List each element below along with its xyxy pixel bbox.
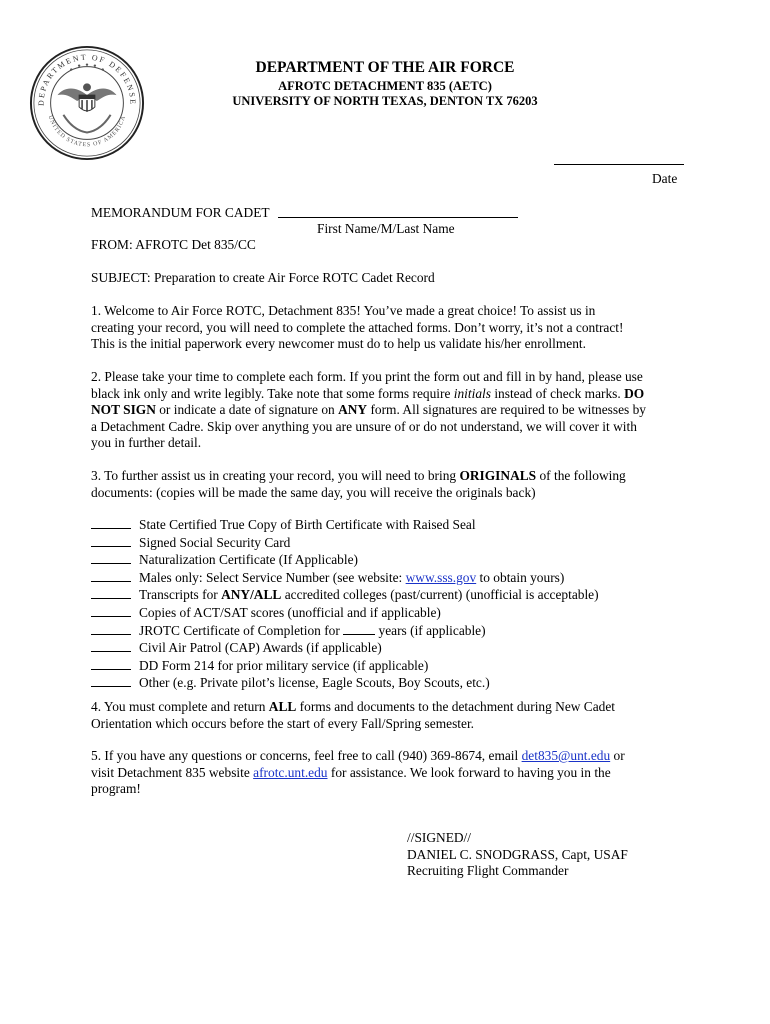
paragraph-5: 5. If you have any questions or concerns, feel free to call (940) 369-8674, email det835@unt.edu or visit Detachment 835 website afrotc.unt.edu for assistance. We look forward to having you in the program! (91, 748, 625, 797)
checklist-item: Other (e.g. Private pilot’s license, Eagle Scouts, Boy Scouts, etc.) (91, 674, 599, 692)
check-blank[interactable] (91, 622, 131, 635)
check-blank[interactable] (91, 534, 131, 547)
memo-subject: SUBJECT: Preparation to create Air Force ROTC Cadet Record (91, 270, 435, 285)
signer-name: DANIEL C. SNODGRASS, Capt, USAF (407, 846, 628, 862)
signed-mark: //SIGNED// (407, 830, 471, 845)
document-checklist (91, 516, 599, 692)
date-line (554, 148, 684, 165)
sss-link[interactable]: www.sss.gov (405, 569, 477, 585)
svg-text:UNITED STATES OF AMERICA: UNITED STATES OF AMERICA (46, 114, 128, 149)
check-blank[interactable] (91, 657, 131, 670)
paragraph-3: 3. To further assist us in creating your record, you will need to bring ORIGINALS of the following documents: (copies will be made the same day, you will receive the originals back) (91, 468, 626, 500)
checklist-item: State Certified True Copy of Birth Certificate with Raised Seal (91, 516, 599, 534)
checklist-item: Copies of ACT/SAT scores (unofficial and if applicable) (91, 604, 599, 622)
signature-block (407, 830, 628, 880)
check-blank[interactable] (91, 586, 131, 599)
check-blank[interactable] (91, 516, 131, 529)
cadet-name-line (278, 203, 518, 218)
check-blank[interactable] (91, 604, 131, 617)
paragraph-2: 2. Please take your time to complete each form. If you print the form out and fill in by hand, please use black ink only and write legibly. Take note that some forms require initials instead of check marks. DO NOT SIGN or indicate a date of signature on ANY form. All signatures are required to be witnesses by a Detachment Cadre. Skip over anything you are unsure of or do not understand, we will cover it with you in further detail. (91, 369, 646, 451)
dod-seal-icon (28, 44, 146, 162)
website-link[interactable]: afrotc.unt.edu (253, 764, 328, 780)
date-label: Date (652, 171, 678, 186)
years-blank[interactable] (343, 622, 375, 635)
paragraph-4: 4. You must complete and return ALL forms and documents to the detachment during New Cadet Orientation which occurs before the start of every Fall/Spring semester. (91, 699, 616, 731)
email-link[interactable]: det835@unt.edu (521, 748, 611, 763)
checklist-item: Naturalization Certificate (If Applicable) (91, 551, 599, 569)
check-blank[interactable] (91, 551, 131, 564)
checklist-item: Signed Social Security Card (91, 534, 599, 552)
check-blank[interactable] (91, 674, 131, 687)
checklist-item: DD Form 214 for prior military service (if applicable) (91, 657, 599, 675)
svg-text:DEPARTMENT OF DEFENSE: DEPARTMENT OF DEFENSE (36, 52, 138, 106)
memo-from: FROM: AFROTC Det 835/CC (91, 237, 256, 252)
checklist-item: Civil Air Patrol (CAP) Awards (if applicable) (91, 639, 599, 657)
letterhead-subtitle: AFROTC DETACHMENT 835 (AETC) (278, 79, 492, 93)
letterhead-title: DEPARTMENT OF THE AIR FORCE (255, 59, 515, 76)
signer-title: Recruiting Flight Commander (407, 863, 569, 879)
check-blank[interactable] (91, 569, 131, 582)
checklist-item: Transcripts for ANY/ALL accredited colleges (past/current) (unofficial is acceptable) (91, 586, 599, 604)
memo-for-label: MEMORANDUM FOR CADET (91, 205, 270, 220)
letterhead-address: UNIVERSITY OF NORTH TEXAS, DENTON TX 76203 (232, 94, 538, 108)
cadet-name-hint: First Name/M/Last Name (317, 221, 455, 236)
check-blank[interactable] (91, 639, 131, 652)
checklist-item: Males only: Select Service Number (see website: www.sss.gov to obtain yours) (91, 569, 599, 587)
paragraph-1: 1. Welcome to Air Force ROTC, Detachment 835! You’ve made a great choice! To assist us in creating your record, you will need to complete the attached forms. Don’t worry, it’s not a contract! This is the initial paperwork every newcomer must do to help us validate his/her enrollment. (91, 303, 624, 352)
checklist-item: JROTC Certificate of Completion for years (if applicable) (91, 622, 599, 640)
